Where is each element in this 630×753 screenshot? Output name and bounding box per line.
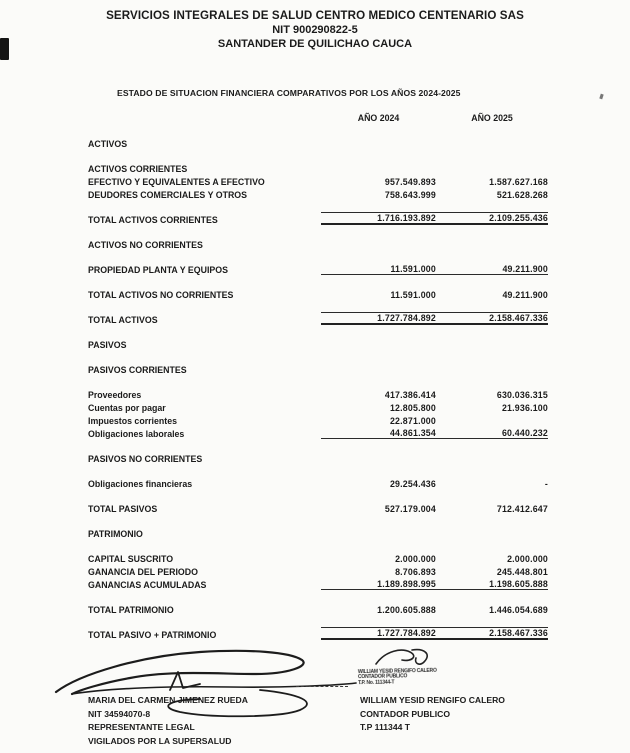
row-label: Cuentas por pagar [88, 403, 166, 413]
value-2025: 712.412.647 [496, 504, 548, 514]
row-values [321, 416, 548, 426]
table-row [88, 187, 548, 200]
value-2025: 630.036.315 [496, 390, 548, 400]
row-values [321, 264, 548, 275]
signatory-right-name: WILLIAM YESID RENGIFO CALERO [360, 695, 505, 705]
row-label: TOTAL PASIVO + PATRIMONIO [88, 630, 217, 640]
column-headers [0, 113, 630, 123]
value-2024: 11.591.000 [390, 290, 436, 300]
table-row [88, 551, 548, 564]
signatory-left [88, 694, 248, 748]
row-label: Impuestos corrientes [88, 416, 177, 426]
table-row [88, 387, 548, 400]
value-2024: 11.591.000 [390, 264, 436, 274]
scan-artifact-mark [0, 38, 9, 60]
stamp-signature-squiggle [372, 646, 442, 668]
value-2025: 21.936.100 [501, 403, 548, 413]
table-row [88, 174, 548, 187]
value-2025: 49.211.900 [502, 264, 548, 274]
row-label: PASIVOS CORRIENTES [88, 365, 187, 375]
table-row [88, 337, 548, 350]
table-row [88, 400, 548, 413]
value-2025: 1.446.054.689 [489, 605, 548, 615]
row-label: GANANCIA DEL PERIODO [88, 567, 198, 577]
row-label: EFECTIVO Y EQUIVALENTES A EFECTIVO [88, 177, 265, 187]
row-label: TOTAL ACTIVOS [88, 315, 158, 325]
row-values [321, 290, 548, 300]
value-2024: 527.179.004 [384, 504, 436, 514]
table-row [88, 501, 548, 514]
value-2024: 12.805.800 [389, 403, 436, 413]
table-row [88, 564, 548, 577]
row-label: TOTAL PATRIMONIO [88, 605, 174, 615]
row-values [321, 190, 548, 200]
row-values [321, 504, 548, 514]
row-values [321, 579, 548, 590]
column-header-2024: AÑO 2024 [357, 113, 400, 123]
table-row [88, 413, 548, 426]
accountant-stamp [358, 646, 488, 685]
table-row [88, 161, 548, 174]
row-label: ACTIVOS CORRIENTES [88, 164, 188, 174]
value-2025: - [544, 479, 548, 489]
row-label: GANANCIAS ACUMULADAS [88, 580, 207, 590]
signatory-left-title: REPRESENTANTE LEGAL [88, 722, 195, 733]
table-row [88, 212, 548, 225]
value-2024: 1.200.605.888 [377, 605, 436, 615]
signatory-left-note: VIGILADOS POR LA SUPERSALUD [88, 735, 232, 746]
value-2025: 1.587.627.168 [489, 177, 548, 187]
table-row [88, 136, 548, 149]
signatory-left-name: MARIA DEL CARMEN JIMENEZ RUEDA [88, 695, 248, 705]
row-label: TOTAL ACTIVOS CORRIENTES [88, 215, 218, 225]
row-label: Obligaciones laborales [88, 429, 185, 439]
stamp-text [358, 668, 488, 686]
stamp-title-line: CONTADOR PUBLICO [357, 673, 408, 681]
row-label: DEUDORES COMERCIALES Y OTROS [88, 190, 248, 200]
value-2024: 2.000.000 [395, 554, 436, 564]
value-2025: 2.158.467.336 [489, 313, 548, 323]
value-2025 [436, 416, 548, 426]
row-values [321, 627, 548, 640]
signatory-right-title: CONTADOR PUBLICO [360, 708, 451, 719]
value-2025: 2.158.467.336 [489, 628, 548, 638]
value-2025: 1.198.605.888 [489, 579, 548, 589]
row-values [321, 390, 548, 400]
signatory-right [360, 694, 505, 735]
row-values [321, 312, 548, 325]
value-2024: 1.716.193.892 [377, 213, 436, 223]
value-2024: 44.861.354 [389, 428, 436, 438]
statement-title: ESTADO DE SITUACION FINANCIERA COMPARATIVOS POR LOS AÑOS 2024-2025 [117, 88, 461, 98]
table-row [88, 362, 548, 375]
row-label: CAPITAL SUSCRITO [88, 554, 174, 564]
row-values [321, 479, 548, 489]
row-label: ACTIVOS [88, 139, 128, 149]
value-2025: 2.000.000 [507, 554, 548, 564]
value-2024: 22.871.000 [389, 416, 436, 426]
column-header-2025: AÑO 2025 [471, 113, 513, 123]
row-label: Obligaciones financieras [88, 479, 193, 489]
table-row [88, 451, 548, 464]
row-label: TOTAL ACTIVOS NO CORRIENTES [88, 290, 234, 300]
row-label: PASIVOS [88, 340, 127, 350]
value-2024: 758.643.999 [384, 190, 436, 200]
row-values [321, 605, 548, 615]
row-values [321, 403, 548, 413]
value-2025: 521.628.268 [496, 190, 548, 200]
value-2025: 245.448.801 [496, 567, 548, 577]
table-row [88, 237, 548, 250]
row-label: PROPIEDAD PLANTA Y EQUIPOS [88, 265, 228, 275]
signature-dash-line [296, 686, 348, 687]
row-label: PATRIMONIO [88, 529, 143, 539]
company-nit: NIT 900290822-5 [272, 24, 358, 36]
scan-noise-dot [599, 94, 603, 100]
value-2025: 49.211.900 [502, 290, 548, 300]
row-label: Proveedores [88, 390, 142, 400]
row-label: ACTIVOS NO CORRIENTES [88, 240, 203, 250]
value-2025: 60.440.232 [501, 428, 548, 438]
table-row [88, 526, 548, 539]
table-row [88, 577, 548, 590]
row-values [321, 567, 548, 577]
row-values [321, 554, 548, 564]
row-values [321, 212, 548, 225]
table-row [88, 476, 548, 489]
stamp-license-line: T.P. No. 111344-T [358, 679, 395, 686]
company-name: SERVICIOS INTEGRALES DE SALUD CENTRO MEDICO CENTENARIO SAS [106, 9, 524, 22]
row-values [321, 428, 548, 439]
row-label: PASIVOS NO CORRIENTES [88, 454, 203, 464]
value-2024: 8.706.893 [395, 567, 436, 577]
table-row [88, 627, 548, 640]
table-row [88, 426, 548, 439]
company-city: SANTANDER DE QUILICHAO CAUCA [217, 38, 413, 50]
value-2024: 1.727.784.892 [377, 313, 436, 323]
value-2024: 1.189.898.995 [377, 579, 436, 589]
column-header-spacer [88, 113, 321, 123]
value-2024: 29.254.436 [389, 479, 436, 489]
table-row [88, 287, 548, 300]
row-values [321, 177, 548, 187]
value-2024: 417.386.414 [384, 390, 436, 400]
table-row [88, 312, 548, 325]
table-row [88, 602, 548, 615]
signatory-right-license: T.P 111344 T [360, 722, 411, 733]
table-row [88, 262, 548, 275]
signatory-left-nit: NIT 34594070-8 [88, 708, 151, 719]
value-2024: 957.549.893 [384, 177, 436, 187]
value-2025: 2.109.255.436 [489, 213, 548, 223]
statement-table [0, 136, 630, 640]
stamp-name-line: WILLIAM YESID RENGIFO CALERO [357, 667, 437, 676]
row-label: TOTAL PASIVOS [88, 504, 158, 514]
value-2024: 1.727.784.892 [377, 628, 436, 638]
document-header [0, 0, 630, 51]
